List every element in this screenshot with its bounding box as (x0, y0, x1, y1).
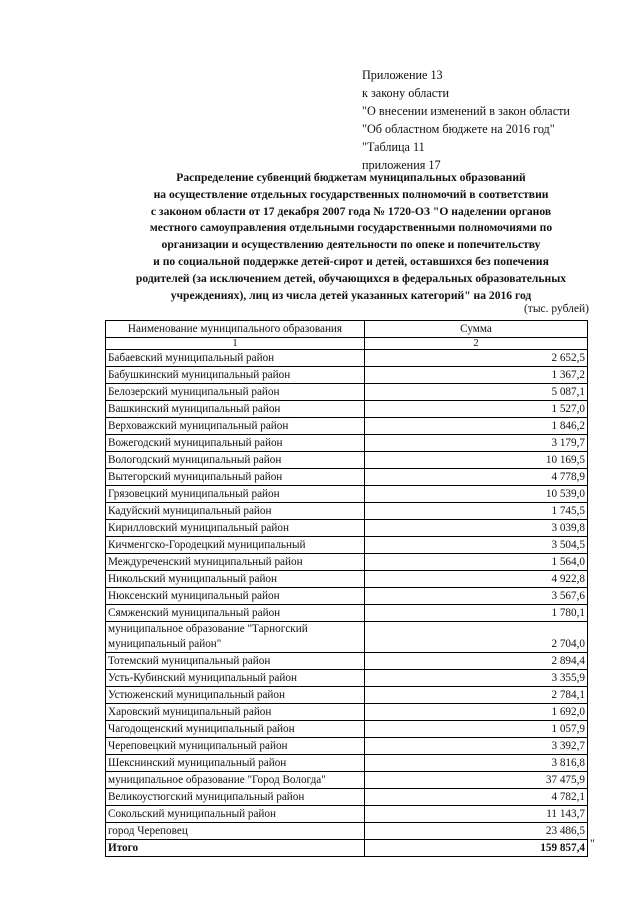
table-row (106, 503, 588, 520)
table-row (106, 452, 588, 469)
amount: 1 846,2 (365, 418, 588, 435)
amount: 2 704,0 (365, 622, 588, 653)
amount: 4 782,1 (365, 789, 588, 806)
municipality-name: Сямженский муниципальный район (106, 605, 365, 622)
appendix-line: "Таблица 11 (362, 140, 425, 154)
amount: 11 143,7 (365, 806, 588, 823)
municipality-name: Кичменгско-Городецкий муниципальный (106, 537, 365, 554)
table-row (106, 588, 588, 605)
title-line: родителей (за исключением детей, обучающихся в федеральных образовательных (135, 271, 567, 285)
table-row (106, 704, 588, 721)
table-row (106, 806, 588, 823)
amount: 1 745,5 (365, 503, 588, 520)
amount: 3 179,7 (365, 435, 588, 452)
municipality-name: Череповецкий муниципальный район (106, 738, 365, 755)
title-line: местного самоуправления отдельными государственными полномочиями по (149, 221, 553, 235)
appendix-line: "О внесении изменений в закон области (362, 104, 570, 118)
total-row (106, 840, 588, 857)
amount: 10 169,5 (365, 452, 588, 469)
column-number: 2 (365, 338, 588, 350)
appendix-header (362, 66, 570, 174)
table-row (106, 670, 588, 687)
amount: 3 392,7 (365, 738, 588, 755)
table-row (106, 721, 588, 738)
municipality-name: муниципальное образование "Город Вологда" (106, 772, 365, 789)
subvention-table (105, 320, 588, 857)
municipality-name: Тотемский муниципальный район (106, 653, 365, 670)
column-header-name: Наименование муниципального образования (106, 321, 365, 338)
unit-label: (тыс. рублей) (523, 303, 589, 315)
table-row (106, 418, 588, 435)
appendix-line: Приложение 13 (362, 68, 443, 82)
title-line: с законом области от 17 декабря 2007 года № 1720-ОЗ "О наделении органов (150, 204, 552, 218)
amount: 4 778,9 (365, 469, 588, 486)
municipality-name: Вологодский муниципальный район (106, 452, 365, 469)
amount: 3 816,8 (365, 755, 588, 772)
amount: 1 057,9 (365, 721, 588, 738)
amount: 5 087,1 (365, 384, 588, 401)
table-row (106, 350, 588, 367)
amount: 2 784,1 (365, 687, 588, 704)
amount: 3 567,6 (365, 588, 588, 605)
table-row (106, 653, 588, 670)
title-line: Распределение субвенций бюджетам муниципальных образований (176, 171, 526, 184)
amount: 3 039,8 (365, 520, 588, 537)
municipality-name (106, 622, 365, 653)
table-row (106, 605, 588, 622)
amount: 1 692,0 (365, 704, 588, 721)
column-number: 1 (106, 338, 365, 350)
municipality-name: Великоустюгский муниципальный район (106, 789, 365, 806)
table-header-row (106, 321, 588, 338)
appendix-line: "Об областном бюджете на 2016 год" (362, 122, 555, 136)
municipality-name: Харовский муниципальный район (106, 704, 365, 721)
total-amount: 159 857,4 (365, 840, 588, 857)
municipality-name: Грязовецкий муниципальный район (106, 486, 365, 503)
municipality-name: Белозерский муниципальный район (106, 384, 365, 401)
amount: 3 504,5 (365, 537, 588, 554)
title-line: на осуществление отдельных государственных полномочий в соответствии (153, 187, 549, 201)
table-row (106, 755, 588, 772)
table-row (106, 469, 588, 486)
table-row (106, 738, 588, 755)
table-row (106, 687, 588, 704)
municipality-name: Кадуйский муниципальный район (106, 503, 365, 520)
municipality-name: Никольский муниципальный район (106, 571, 365, 588)
title-line: организации и осуществлению деятельности по опеке и попечительству (161, 238, 541, 252)
amount: 1 780,1 (365, 605, 588, 622)
amount: 4 922,8 (365, 571, 588, 588)
table-row (106, 384, 588, 401)
municipality-name: Нюксенский муниципальный район (106, 588, 365, 605)
municipality-name: Кирилловский муниципальный район (106, 520, 365, 537)
appendix-line: к закону области (362, 86, 449, 100)
column-header-sum: Сумма (365, 321, 588, 338)
amount: 3 355,9 (365, 670, 588, 687)
amount: 23 486,5 (365, 823, 588, 840)
municipality-name: Усть-Кубинский муниципальный район (106, 670, 365, 687)
municipality-name: Верховажский муниципальный район (106, 418, 365, 435)
municipality-name: Вытегорский муниципальный район (106, 469, 365, 486)
municipality-name: Бабаевский муниципальный район (106, 350, 365, 367)
title-line: и по социальной поддержке детей-сирот и детей, оставшихся без попечения (153, 254, 549, 268)
table-row (106, 486, 588, 503)
table-row (106, 537, 588, 554)
table-row (106, 520, 588, 537)
amount: 1 367,2 (365, 367, 588, 384)
amount: 1 564,0 (365, 554, 588, 571)
municipality-name: Бабушкинский муниципальный район (106, 367, 365, 384)
municipality-name: Сокольский муниципальный район (106, 806, 365, 823)
municipality-name: Шекснинский муниципальный район (106, 755, 365, 772)
table-row (106, 789, 588, 806)
municipality-name-line: муниципальный район" (108, 638, 222, 650)
amount: 10 539,0 (365, 486, 588, 503)
table-row (106, 554, 588, 571)
municipality-name: Вожегодский муниципальный район (106, 435, 365, 452)
municipality-name: Чагодощенский муниципальный район (106, 721, 365, 738)
table-row (106, 571, 588, 588)
municipality-name: Междуреченский муниципальный район (106, 554, 365, 571)
municipality-name: город Череповец (106, 823, 365, 840)
column-number-row (106, 338, 588, 350)
table-row (106, 401, 588, 418)
table-row (106, 772, 588, 789)
amount: 2 894,4 (365, 653, 588, 670)
table-row (106, 823, 588, 840)
document-title (112, 170, 590, 304)
amount: 2 652,5 (365, 350, 588, 367)
municipality-name: Вашкинский муниципальный район (106, 401, 365, 418)
municipality-name-line: муниципальное образование "Тарногский (108, 623, 308, 635)
table-row (106, 622, 588, 653)
table-row (106, 367, 588, 384)
appendix-line: приложения 17 (362, 158, 441, 172)
municipality-name: Устюженский муниципальный район (106, 687, 365, 704)
title-line: учреждениях), лиц из числа детей указанных категорий" на 2016 год (170, 288, 532, 302)
table-row (106, 435, 588, 452)
closing-quote: " (590, 836, 595, 850)
total-label: Итого (106, 840, 365, 857)
amount: 1 527,0 (365, 401, 588, 418)
amount: 37 475,9 (365, 772, 588, 789)
